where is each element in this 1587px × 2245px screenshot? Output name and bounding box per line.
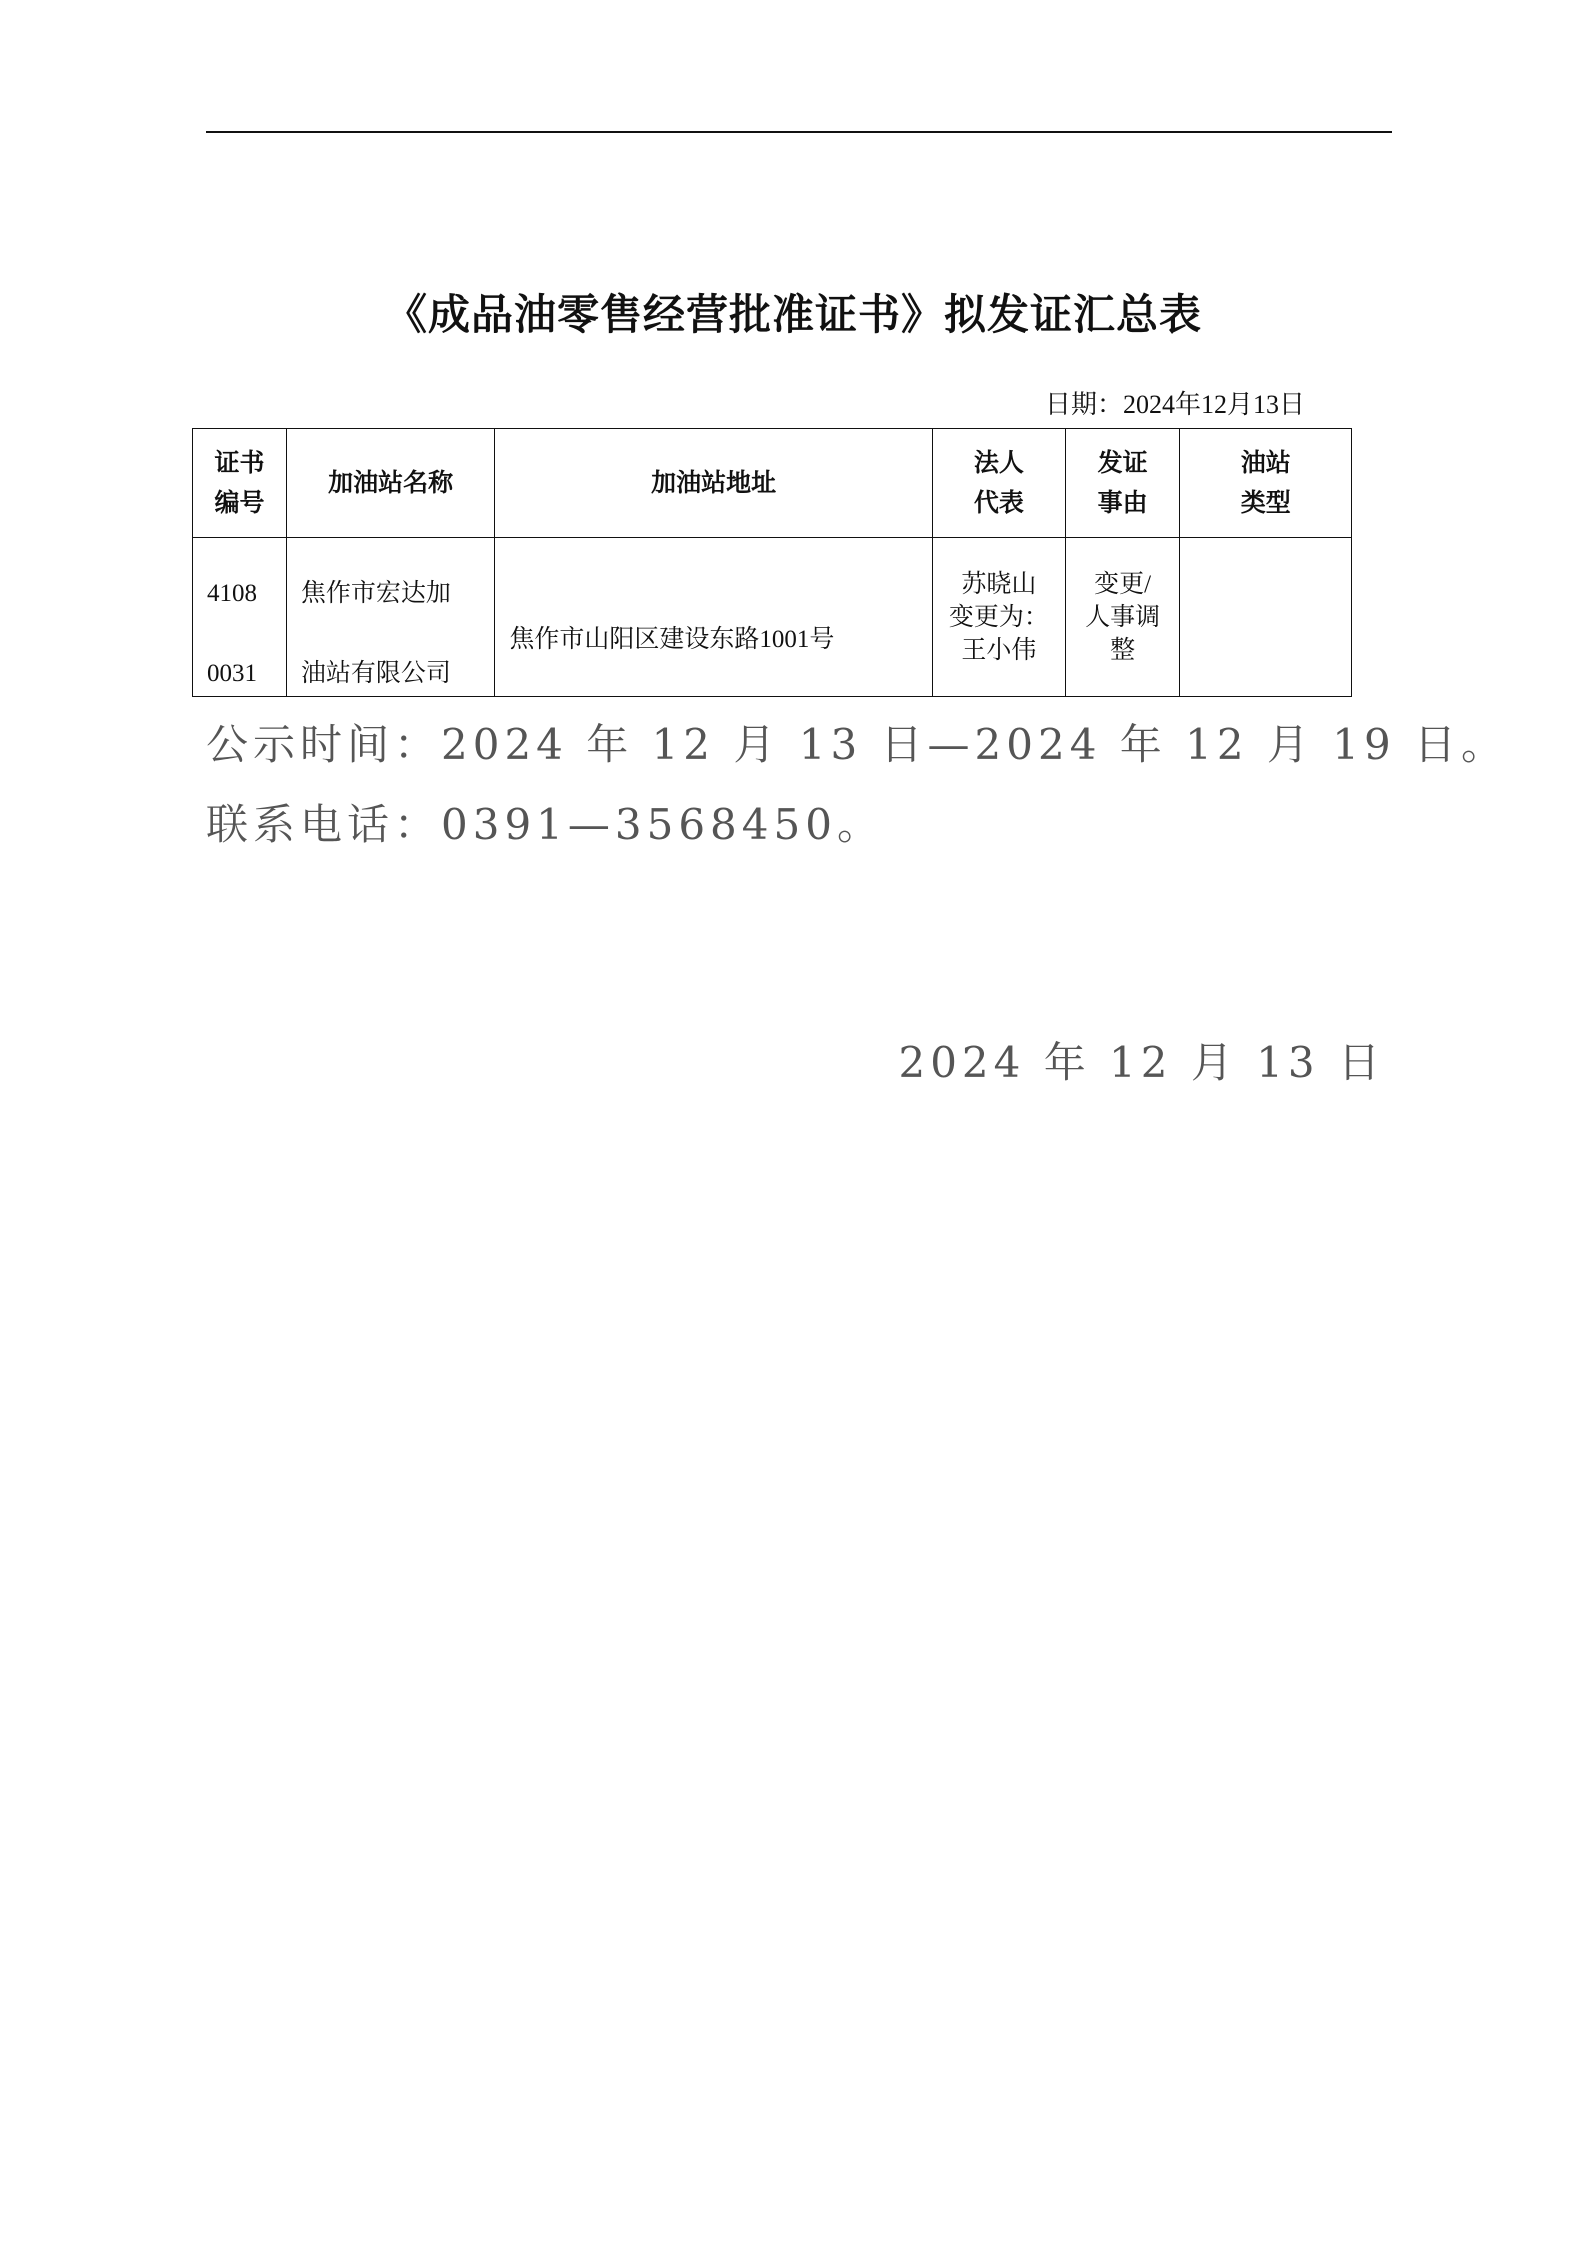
notice-period: 公示时间：2024 年 12 月 13 日—2024 年 12 月 19 日。 [206,720,1509,769]
cell-reason: 变更/ 人事调 整 [1065,538,1180,697]
header-rule [206,131,1392,133]
header-cert-no: 证书 编号 [193,429,287,538]
header-station-address: 加油站地址 [495,429,933,538]
header-station-name: 加油站名称 [286,429,494,538]
footer-date: 2024 年 12 月 13 日 [898,1038,1385,1087]
document-title: 《成品油零售经营批准证书》拟发证汇总表 [384,290,1202,339]
header-reason: 发证 事由 [1065,429,1180,538]
cell-legal-rep: 苏晓山 变更为： 王小伟 [933,538,1066,697]
summary-table [192,428,1352,697]
cell-station-type [1180,538,1352,697]
cell-cert-no: 4108 0031 [193,538,287,697]
table-header-row [193,429,1352,538]
table-row [193,538,1352,697]
cell-station-address: 焦作市山阳区建设东路1001号 [495,538,933,697]
date-line: 日期：2024年12月13日 [1044,390,1305,419]
header-legal-rep: 法人 代表 [933,429,1066,538]
header-station-type: 油站 类型 [1180,429,1352,538]
cell-station-name: 焦作市宏达加 油站有限公司 [286,538,494,697]
notice-phone: 联系电话：0391—3568450。 [206,800,884,849]
